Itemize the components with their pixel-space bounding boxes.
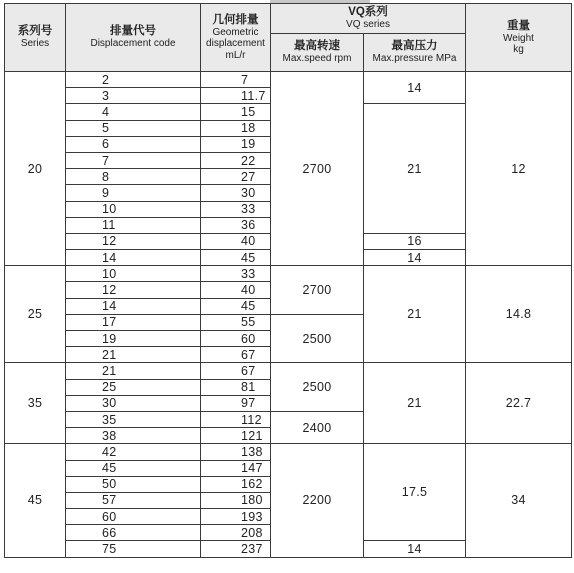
header-weight-zh: 重量 xyxy=(507,19,530,32)
header-code xyxy=(66,4,201,72)
displacement-cell: 36 xyxy=(201,217,271,233)
code-cell: 5 xyxy=(66,120,201,136)
pressure-cell: 21 xyxy=(364,104,466,234)
header-pressure-zh: 最高压力 xyxy=(391,40,438,53)
speed-cell: 2500 xyxy=(271,314,364,363)
code-cell: 9 xyxy=(66,185,201,201)
header-displacement-zh: 几何排量 xyxy=(212,14,259,27)
vq-spec-table xyxy=(4,3,572,558)
header-displacement-unit: mL/r xyxy=(225,49,246,61)
displacement-cell: 81 xyxy=(201,379,271,395)
weight-cell: 22.7 xyxy=(466,363,572,444)
pressure-cell: 14 xyxy=(364,72,466,104)
header-displacement-en: Geometric displacement xyxy=(206,27,265,50)
header-series-zh: 系列号 xyxy=(17,25,53,38)
displacement-cell: 138 xyxy=(201,444,271,460)
header-code-en: Displacement code xyxy=(90,38,176,50)
pressure-cell: 21 xyxy=(364,266,466,363)
code-cell: 4 xyxy=(66,104,201,120)
table-row xyxy=(5,266,572,282)
weight-cell: 14.8 xyxy=(466,266,572,363)
header-speed-zh: 最高转速 xyxy=(294,40,340,53)
code-cell: 25 xyxy=(66,379,201,395)
speed-cell: 2200 xyxy=(271,444,364,557)
displacement-cell: 27 xyxy=(201,169,271,185)
series-cell: 35 xyxy=(5,363,66,444)
code-cell: 10 xyxy=(66,266,201,282)
code-cell: 60 xyxy=(66,509,201,525)
displacement-cell: 55 xyxy=(201,314,271,330)
displacement-cell: 121 xyxy=(201,428,271,444)
displacement-cell: 97 xyxy=(201,395,271,411)
displacement-cell: 147 xyxy=(201,460,271,476)
code-cell: 3 xyxy=(66,88,201,104)
code-cell: 57 xyxy=(66,492,201,508)
code-cell: 30 xyxy=(66,395,201,411)
table-row xyxy=(5,444,572,460)
displacement-cell: 67 xyxy=(201,347,271,363)
code-cell: 45 xyxy=(66,460,201,476)
code-cell: 75 xyxy=(66,541,201,557)
code-cell: 11 xyxy=(66,217,201,233)
speed-cell: 2400 xyxy=(271,411,364,443)
displacement-cell: 40 xyxy=(201,233,271,249)
pressure-cell: 14 xyxy=(364,541,466,557)
code-cell: 38 xyxy=(66,428,201,444)
header-series-en: Series xyxy=(20,38,50,50)
displacement-cell: 33 xyxy=(201,266,271,282)
header-weight xyxy=(466,4,572,72)
code-cell: 21 xyxy=(66,363,201,379)
displacement-cell: 67 xyxy=(201,363,271,379)
displacement-cell: 237 xyxy=(201,541,271,557)
series-cell: 25 xyxy=(5,266,66,363)
header-series xyxy=(5,4,66,72)
header-displacement xyxy=(201,4,271,72)
table-row xyxy=(5,363,572,379)
pressure-cell: 16 xyxy=(364,233,466,249)
displacement-cell: 15 xyxy=(201,104,271,120)
code-cell: 12 xyxy=(66,233,201,249)
header-vq-zh: VQ系列 xyxy=(348,6,388,19)
table-row xyxy=(5,72,572,88)
displacement-cell: 45 xyxy=(201,298,271,314)
code-cell: 50 xyxy=(66,476,201,492)
code-cell: 19 xyxy=(66,331,201,347)
series-cell: 45 xyxy=(5,444,66,557)
code-cell: 7 xyxy=(66,152,201,168)
header-vq-en: VQ series xyxy=(346,19,390,31)
code-cell: 42 xyxy=(66,444,201,460)
header-vq-series xyxy=(271,4,466,34)
speed-cell: 2700 xyxy=(271,72,364,266)
code-cell: 66 xyxy=(66,525,201,541)
displacement-cell: 33 xyxy=(201,201,271,217)
displacement-cell: 45 xyxy=(201,250,271,266)
header-max-speed xyxy=(271,34,364,72)
displacement-cell: 22 xyxy=(201,152,271,168)
code-cell: 2 xyxy=(66,72,201,88)
displacement-cell: 180 xyxy=(201,492,271,508)
code-cell: 14 xyxy=(66,298,201,314)
pressure-cell: 17.5 xyxy=(364,444,466,541)
displacement-cell: 193 xyxy=(201,509,271,525)
speed-cell: 2700 xyxy=(271,266,364,315)
displacement-cell: 162 xyxy=(201,476,271,492)
displacement-cell: 208 xyxy=(201,525,271,541)
header-speed-en: Max.speed rpm xyxy=(282,53,352,65)
code-cell: 21 xyxy=(66,347,201,363)
displacement-cell: 11.7 xyxy=(201,88,271,104)
displacement-cell: 112 xyxy=(201,411,271,427)
pressure-cell: 21 xyxy=(364,363,466,444)
code-cell: 14 xyxy=(66,250,201,266)
code-cell: 8 xyxy=(66,169,201,185)
displacement-cell: 7 xyxy=(201,72,271,88)
code-cell: 17 xyxy=(66,314,201,330)
code-cell: 10 xyxy=(66,201,201,217)
code-cell: 12 xyxy=(66,282,201,298)
displacement-cell: 19 xyxy=(201,136,271,152)
header-pressure-en: Max.pressure MPa xyxy=(372,53,457,65)
speed-cell: 2500 xyxy=(271,363,364,412)
header-weight-unit: kg xyxy=(513,43,524,55)
displacement-cell: 60 xyxy=(201,331,271,347)
displacement-cell: 40 xyxy=(201,282,271,298)
header-weight-en: Weight xyxy=(503,32,534,44)
header-max-pressure xyxy=(364,34,466,72)
pressure-cell: 14 xyxy=(364,250,466,266)
series-cell: 20 xyxy=(5,72,66,266)
weight-cell: 12 xyxy=(466,72,572,266)
weight-cell: 34 xyxy=(466,444,572,557)
header-code-zh: 排量代号 xyxy=(110,25,156,38)
displacement-cell: 30 xyxy=(201,185,271,201)
code-cell: 35 xyxy=(66,411,201,427)
code-cell: 6 xyxy=(66,136,201,152)
displacement-cell: 18 xyxy=(201,120,271,136)
